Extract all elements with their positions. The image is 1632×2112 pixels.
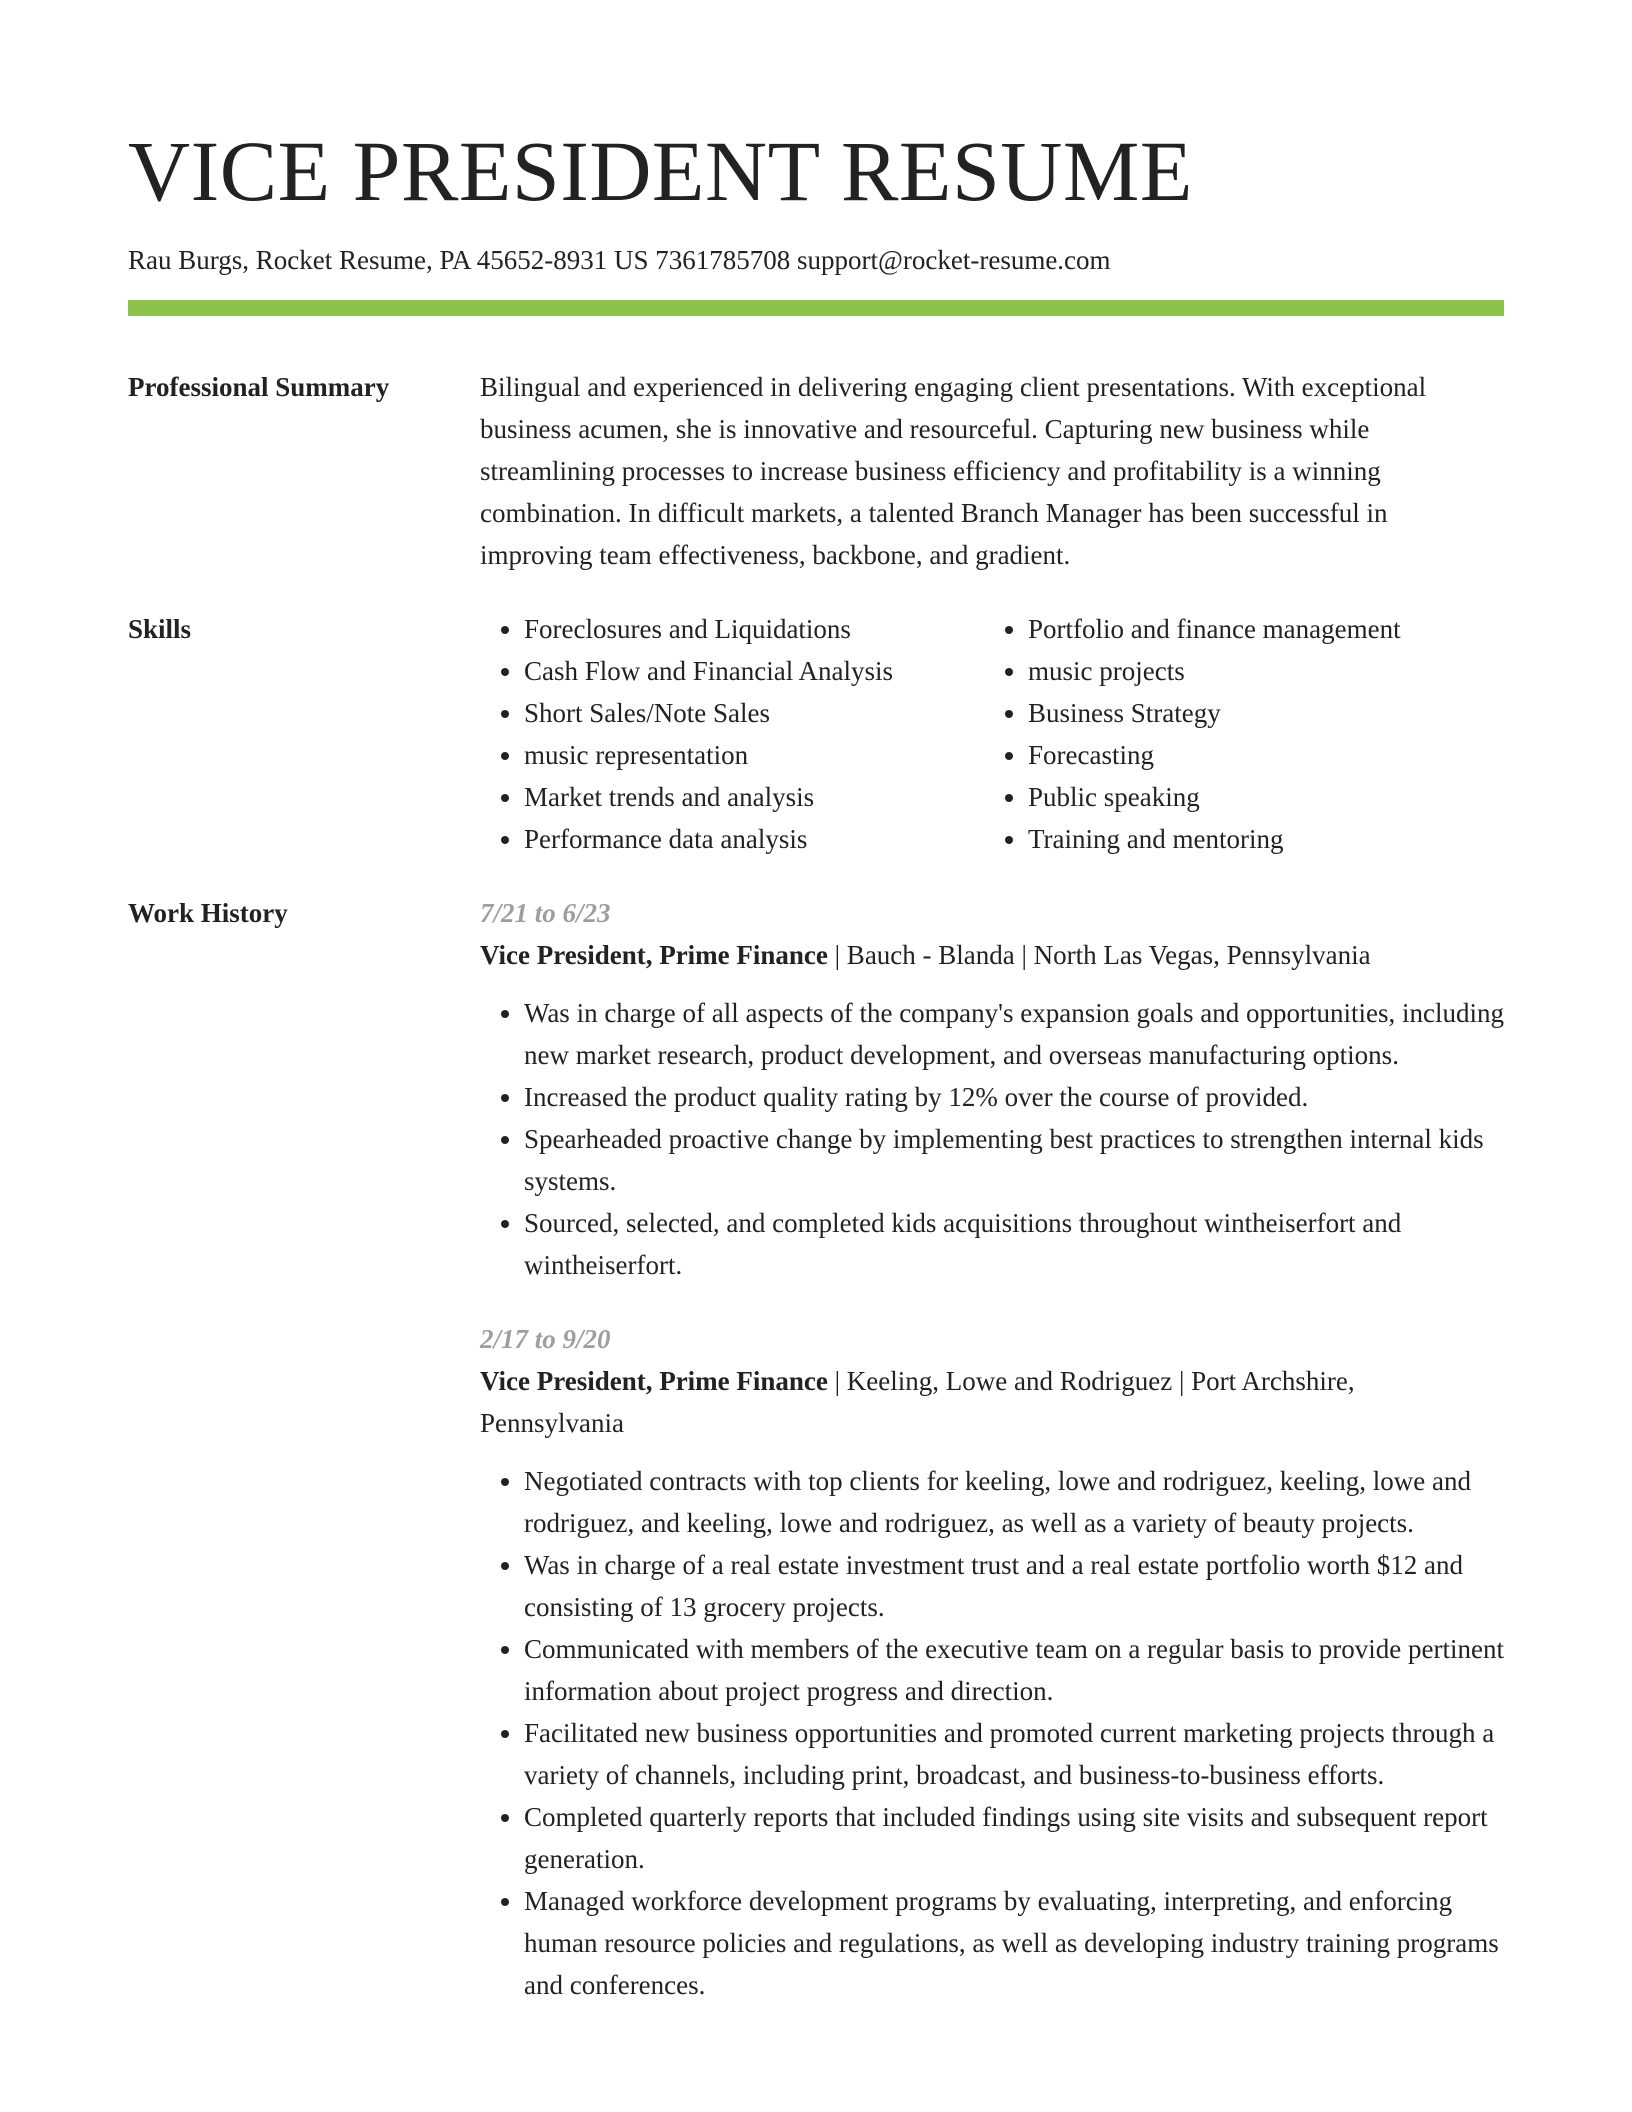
- contact-line: Rau Burgs, Rocket Resume, PA 45652-8931 US 7361785708 support@rocket-resume.com: [128, 245, 1111, 275]
- skill-item: • Forecasting: [1028, 734, 1488, 776]
- work-history-label: Work History: [128, 898, 288, 928]
- job-bullet: • Sourced, selected, and completed kids acquisitions throughout wintheiserfort and wintheiserfort.: [524, 1202, 1504, 1286]
- job-heading: [480, 1360, 1504, 1444]
- work-history-body: [480, 892, 1504, 2006]
- job-details: | Keeling, Lowe and Rodriguez | Port Archshire, Pennsylvania: [480, 1366, 1355, 1438]
- summary-label: Professional Summary: [128, 372, 390, 402]
- skills-list-right: [984, 608, 1488, 860]
- job-bullet: • Increased the product quality rating by 12% over the course of provided.: [524, 1076, 1504, 1118]
- job-bullet: • Was in charge of all aspects of the company's expansion goals and opportunities, including new market research, product development, and overseas manufacturing options.: [524, 992, 1504, 1076]
- skill-item: • music projects: [1028, 650, 1488, 692]
- job-bullet: • Negotiated contracts with top clients for keeling, lowe and rodriguez, keeling, lowe and rodriguez, and keeling, lowe and rodriguez, as well as a variety of beauty projects.: [524, 1460, 1504, 1544]
- work-history-section: [128, 892, 1504, 2006]
- resume-title: VICE PRESIDENT RESUME: [128, 123, 1193, 219]
- job-bullet: • Facilitated new business opportunities and promoted current marketing projects through a variety of channels, including print, broadcast, and business-to-business efforts.: [524, 1712, 1504, 1796]
- skill-item: • Short Sales/Note Sales: [524, 692, 984, 734]
- job-heading: [480, 934, 1504, 976]
- job-bullet: • Communicated with members of the executive team on a regular basis to provide pertinent information about project progress and direction.: [524, 1628, 1504, 1712]
- skills-section: [128, 608, 1504, 860]
- skill-item: • music representation: [524, 734, 984, 776]
- skill-item: • Cash Flow and Financial Analysis: [524, 650, 984, 692]
- job-bullet: • Managed workforce development programs by evaluating, interpreting, and enforcing human resource policies and regulations, as well as developing industry training programs and conferences.: [524, 1880, 1504, 2006]
- job-details: | Bauch - Blanda | North Las Vegas, Pennsylvania: [827, 940, 1371, 970]
- job-entry: [480, 1318, 1504, 2006]
- skills-body: [480, 608, 1504, 860]
- skill-item: • Public speaking: [1028, 776, 1488, 818]
- skills-label: Skills: [128, 614, 192, 644]
- job-dates: 2/17 to 9/20: [480, 1324, 611, 1354]
- header-divider: [128, 300, 1504, 316]
- job-bullets: [480, 1460, 1504, 2006]
- summary-section: [128, 366, 1504, 576]
- skill-item: • Performance data analysis: [524, 818, 984, 860]
- summary-body: [480, 366, 1504, 576]
- job-bullet: • Was in charge of a real estate investment trust and a real estate portfolio worth $12 and consisting of 13 grocery projects.: [524, 1544, 1504, 1628]
- skill-item: • Market trends and analysis: [524, 776, 984, 818]
- job-bullets: [480, 992, 1504, 1286]
- skill-item: • Training and mentoring: [1028, 818, 1488, 860]
- job-entry: [480, 892, 1504, 1286]
- job-title: Vice President, Prime Finance: [480, 940, 828, 970]
- skill-item: • Portfolio and finance management: [1028, 608, 1488, 650]
- skill-item: • Foreclosures and Liquidations: [524, 608, 984, 650]
- job-title: Vice President, Prime Finance: [480, 1366, 828, 1396]
- resume-page: [128, 0, 1504, 2006]
- job-bullet: • Spearheaded proactive change by implementing best practices to strengthen internal kids systems.: [524, 1118, 1504, 1202]
- summary-text: Bilingual and experienced in delivering engaging client presentations. With exceptional business acumen, she is innovative and resourceful. Capturing new business while streamlining processes to increase business efficiency and profitability is a winning combination. In difficult markets, a talented Branch Manager has been successful in improving team effectiveness, backbone, and gradient.: [480, 372, 1427, 570]
- skills-list-left: [480, 608, 984, 860]
- job-bullet: • Completed quarterly reports that included findings using site visits and subsequent report generation.: [524, 1796, 1504, 1880]
- skill-item: • Business Strategy: [1028, 692, 1488, 734]
- job-dates: 7/21 to 6/23: [480, 898, 611, 928]
